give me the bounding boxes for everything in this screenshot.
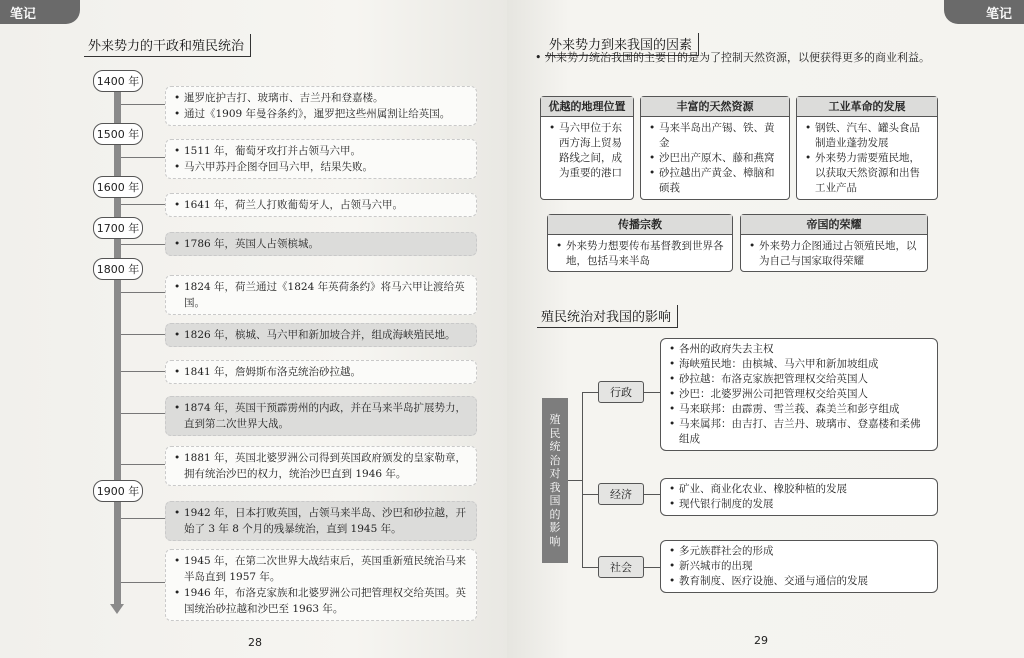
timeline-event xyxy=(165,139,477,179)
tree-line xyxy=(568,480,582,481)
event-line: • 1841 年，詹姆斯布洛克统治砂拉越。 xyxy=(174,364,468,380)
intro-text xyxy=(535,50,945,66)
event-line: • 暹罗庇护吉打、玻璃市、吉兰丹和登嘉楼。 xyxy=(174,90,468,106)
impact-detail-society xyxy=(660,540,938,593)
connector xyxy=(121,334,165,335)
detail-item: • 多元族群社会的形成 xyxy=(669,544,929,559)
timeline-axis xyxy=(114,82,121,607)
left-page xyxy=(0,0,507,658)
connector xyxy=(121,582,165,583)
tree-line xyxy=(582,567,598,568)
event-line: • 1881 年，英国北婆罗洲公司得到英国政府颁发的皇家勒章，拥有统治沙巴的权力，统治沙巴直到 1946 年。 xyxy=(174,450,468,482)
detail-item: • 矿业、商业化农业、橡胶种植的发展 xyxy=(669,482,929,497)
timeline-event xyxy=(165,323,477,347)
event-line: • 1641 年，荷兰人打败葡萄牙人，占领马六甲。 xyxy=(174,197,468,213)
detail-item: • 马来联邦：由霹雳、雪兰莪、森美兰和彭亨组成 xyxy=(669,402,929,417)
detail-item: • 教育制度、医疗设施、交通与通信的发展 xyxy=(669,574,929,589)
right-section-title: 外来势力到来我国的因素 xyxy=(545,33,699,56)
timeline-event xyxy=(165,275,477,315)
factor-item: • 钢铁、汽车、罐头食品制造业蓬勃发展 xyxy=(805,121,929,151)
timeline-event xyxy=(165,396,477,436)
impact-section-title: 殖民统治对我国的影响 xyxy=(537,305,678,328)
tree-line xyxy=(582,392,598,393)
detail-item: • 新兴城市的出现 xyxy=(669,559,929,574)
connector xyxy=(121,104,165,105)
timeline-arrow-icon xyxy=(110,604,124,614)
factor-title: 帝国的荣耀 xyxy=(741,215,927,235)
connector xyxy=(121,413,165,414)
event-line: • 马六甲苏丹企图夺回马六甲，结果失败。 xyxy=(174,159,468,175)
year-marker-1500: 1500 年 xyxy=(93,123,143,145)
timeline-event xyxy=(165,360,477,384)
event-line: • 1786 年，英国人占领槟城。 xyxy=(174,236,468,252)
factor-item: • 沙巴出产原木、藤和燕窝 xyxy=(649,151,781,166)
detail-item: • 各州的政府失去主权 xyxy=(669,342,929,357)
detail-item: • 海峡殖民地：由槟城、马六甲和新加坡组成 xyxy=(669,357,929,372)
factor-item: • 马来半岛出产锡、铁、黄金 xyxy=(649,121,781,151)
timeline-event xyxy=(165,501,477,541)
tree-line xyxy=(644,567,660,568)
year-marker-1400: 1400 年 xyxy=(93,70,143,92)
detail-item: • 砂拉越：布洛克家族把管理权交给英国人 xyxy=(669,372,929,387)
impact-root-label: 殖民统治对我国的影响 xyxy=(549,413,561,548)
impact-root-box xyxy=(542,398,568,563)
connector xyxy=(121,371,165,372)
event-line: • 1945 年，在第二次世界大战结束后，英国重新殖民统治马来半岛直到 1957 年。 xyxy=(174,553,468,585)
connector xyxy=(121,464,165,465)
connector xyxy=(121,292,165,293)
factor-item: • 外来势力想要传布基督教到世界各地，包括马来半岛 xyxy=(556,239,724,269)
tree-line xyxy=(582,494,598,495)
event-line: • 1946 年，布洛克家族和北婆罗洲公司把管理权交给英国。英国统治砂拉越和沙巴至 1963 年。 xyxy=(174,585,468,617)
factor-card-religion xyxy=(547,214,733,272)
impact-category-society: 社会 xyxy=(598,556,644,578)
impact-detail-economy xyxy=(660,478,938,516)
event-line: • 1826 年，槟城、马六甲和新加坡合并，组成海峡殖民地。 xyxy=(174,327,468,343)
event-line: • 1942 年，日本打败英国，占领马来半岛、沙巴和砂拉越，开始了 3 年 8 个月的残暴统治，直到 1945 年。 xyxy=(174,505,468,537)
impact-category-admin: 行政 xyxy=(598,381,644,403)
impact-category-economy: 经济 xyxy=(598,483,644,505)
timeline-event xyxy=(165,549,477,621)
factor-title: 优越的地理位置 xyxy=(541,97,633,117)
connector xyxy=(121,518,165,519)
tree-line xyxy=(644,392,660,393)
factor-card-geography xyxy=(540,96,634,200)
notes-tab-right: 笔记 xyxy=(944,0,1024,24)
notes-tab-left: 笔记 xyxy=(0,0,80,24)
factor-title: 工业革命的发展 xyxy=(797,97,937,117)
factor-item: • 外来势力企图通过占领殖民地，以为自己与国家取得荣耀 xyxy=(749,239,919,269)
factor-title: 传播宗教 xyxy=(548,215,732,235)
connector xyxy=(121,244,165,245)
event-line: • 通过《1909 年曼谷条约》，暹罗把这些州属割让给英国。 xyxy=(174,106,468,122)
year-marker-1800: 1800 年 xyxy=(93,258,143,280)
factor-item: • 马六甲位于东西方海上贸易路线之间，成为重要的港口 xyxy=(549,121,625,181)
intro-line: • 外来势力统治我国的主要目的是为了控制天然资源，以便获得更多的商业利益。 xyxy=(535,50,945,66)
factor-card-glory xyxy=(740,214,928,272)
year-marker-1600: 1600 年 xyxy=(93,176,143,198)
factor-card-industrial xyxy=(796,96,938,200)
tree-line xyxy=(582,392,583,568)
page-number-left: 28 xyxy=(248,636,262,649)
year-marker-1700: 1700 年 xyxy=(93,217,143,239)
detail-item: • 现代银行制度的发展 xyxy=(669,497,929,512)
timeline-event xyxy=(165,232,477,256)
year-marker-1900: 1900 年 xyxy=(93,480,143,502)
detail-item: • 马来属邦：由吉打、吉兰丹、玻璃市、登嘉楼和柔佛组成 xyxy=(669,417,929,447)
timeline-event xyxy=(165,446,477,486)
factor-item: • 砂拉越出产黄金、樟脑和硕莪 xyxy=(649,166,781,196)
connector xyxy=(121,204,165,205)
connector xyxy=(121,157,165,158)
factor-card-resources xyxy=(640,96,790,200)
factor-item: • 外来势力需要殖民地，以获取天然资源和出售工业产品 xyxy=(805,151,929,196)
timeline-event xyxy=(165,86,477,126)
event-line: • 1511 年，葡萄牙攻打并占领马六甲。 xyxy=(174,143,468,159)
left-section-title: 外来势力的干政和殖民统治 xyxy=(84,34,251,57)
tree-line xyxy=(644,494,660,495)
timeline-event xyxy=(165,193,477,217)
impact-detail-admin xyxy=(660,338,938,451)
detail-item: • 沙巴：北婆罗洲公司把管理权交给英国人 xyxy=(669,387,929,402)
factor-title: 丰富的天然资源 xyxy=(641,97,789,117)
page-number-right: 29 xyxy=(754,634,768,647)
event-line: • 1824 年，荷兰通过《1824 年英荷条约》将马六甲让渡给英国。 xyxy=(174,279,468,311)
event-line: • 1874 年，英国干预霹雳州的内政，并在马来半岛扩展势力，直到第二次世界大战。 xyxy=(174,400,468,432)
